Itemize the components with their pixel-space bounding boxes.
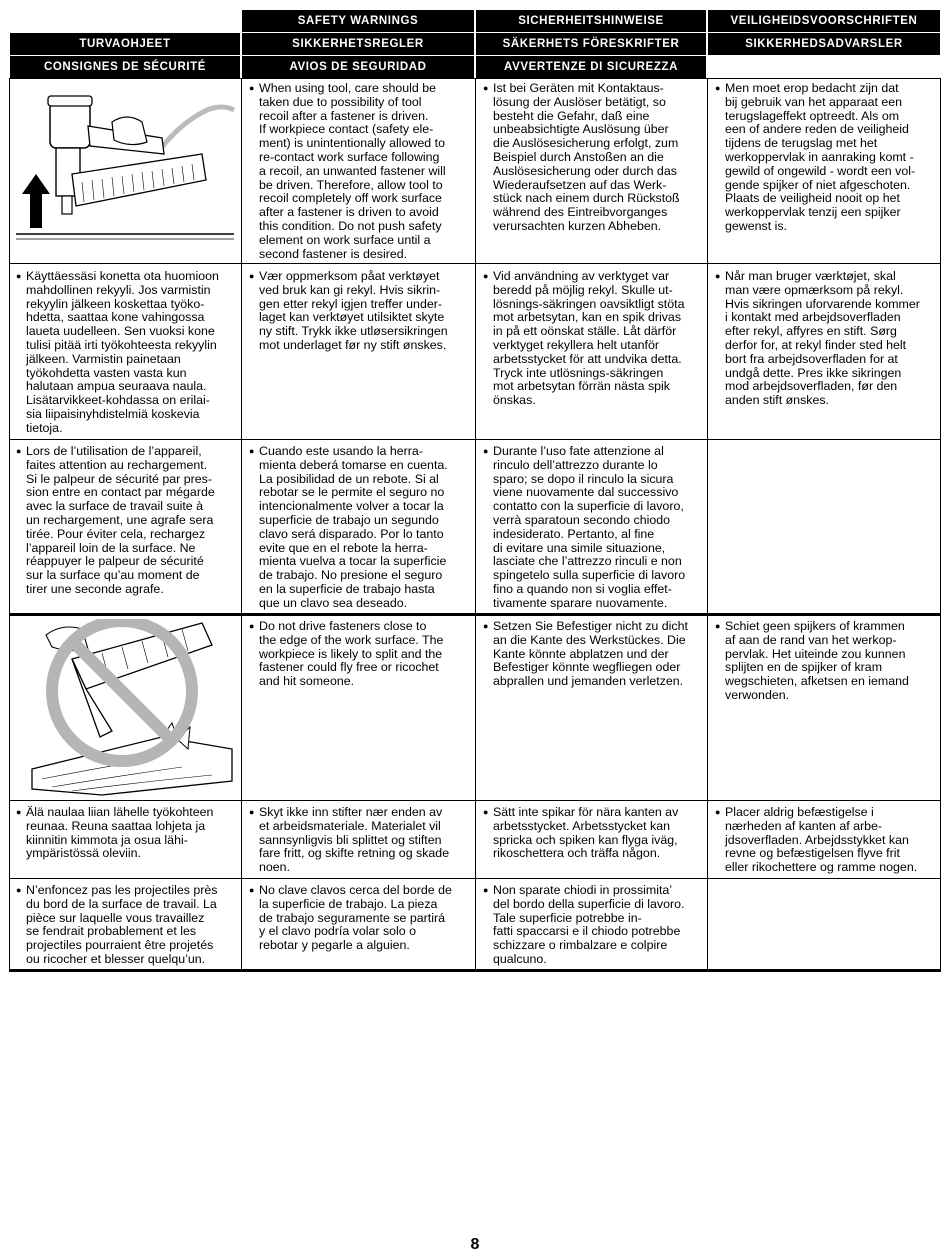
bullet-icon: ● [483,271,489,281]
bullet-icon: ● [249,621,255,631]
text-nl-edge: ● Schiet geen spijkers of krammen af aan de rand van het werkop- pervlak. Het uiteinde zou kunnen splijten en de spijker of kram wegschieten, afketsen en iemand verwonden. [715,619,909,702]
bullet-icon: ● [483,807,489,817]
text-fi-recoil: ● Käyttäessäsi konetta ota huomioon mahdollinen rekyyli. Jos varmistin rekyylin jälkeen koskettaa työko- hdetta, saattaa kone vahingossa laueta uudelleen. Sen vuoksi kone tulisi pitää irti työkohteesta rekyylin jälkeen. Varmistin painetaan työkohdetta vasten vasta kun halutaan ampua seuraava naula. Lisätarvikkeet-kohdassa on erilai- sia liipaisinyhdistelmiä koskevia tietoja. [16,269,219,435]
header-avios: AVIOS DE SEGURIDAD [242,56,474,78]
bullet-icon: ● [16,446,22,456]
text-da-recoil: ● Når man bruger værktøjet, skal man være opmærksom på rekyl. Hvis sikringen uforvarende kommer i kontakt med arbejdsoverfladen efter rekyl, affyres en stift. Sørg derfor for, at rekyl finder sted helt bort fra arbejdsoverfladen for at undgå dette. Pres ikke sikringen mod arbejdsoverfladen, før den anden stift ønskes. [715,269,920,408]
bullet-icon: ● [715,807,721,817]
bullet-icon: ● [16,885,22,895]
bullet-icon: ● [249,446,255,456]
bullet-icon: ● [483,83,489,93]
page-number: 8 [470,1236,480,1253]
bullet-icon: ● [16,807,22,817]
bullet-icon: ● [249,271,255,281]
text-fr-recoil: ● Lors de l’utilisation de l’appareil, faites attention au rechargement. Si le palpeur de sécurité par pres- sion entre en contact par mégarde avec la surface de travail suite à un rechargement, une agrafe sera tirée. Pour éviter cela, rechargez l’appareil loin de la surface. Ne réappuyer le palpeur de sécurité sur la surface qu’au moment de tirer une seconde agrafe. [16,444,215,596]
text-it-recoil: ● Durante l’uso fate attenzione al rinculo dell’attrezzo durante lo sparo; se dopo il rinculo la sicura viene nuovamente dal successivo contatto con la superficie di lavoro, verrà sparatoun secondo chiodo indesiderato. Pertanto, al fine di evitare una simile situazione, lasciate che l’attrezzo rinculi e non spingetelo sulla superficie di lavoro fino a quando non si voglia effet- tivamente sparare nuovamente. [483,444,686,610]
text-no-edge: ● Skyt ikke inn stifter nær enden av et arbeidsmateriale. Materialet vil sannsynligvis bli splittet og stiften fare fritt, og skifte retning og skade noen. [249,805,450,875]
header-turvaohjeet: TURVAOHJEET [10,33,240,55]
header-sicherheitshinweise: SICHERHEITSHINWEISE [476,10,706,32]
bullet-icon: ● [715,621,721,631]
text-es-edge: ● No clave clavos cerca del borde de la superficie de trabajo. La pieza de trabajo seguramente se partirá y el clavo podría volar solo o rebotar y pegarle a alguien. [249,883,452,953]
border-bottom [9,969,941,972]
bullet-icon: ● [249,83,255,93]
text-fi-edge: ● Älä naulaa liian lähelle työkohteen reunaa. Reuna saattaa lohjeta ja kiinnitin kimmota ja osua lähi- ympäristössä oleviin. [16,805,214,861]
header-sikkerhetsregler: SIKKERHETSREGLER [242,33,474,55]
text-sv-recoil: ● Vid användning av verktyget var beredd på möjlig rekyl. Skulle ut- lösnings-säkringen oavsiktligt stöta mot arbetsytan, kan en spik drivas in på ett oönskat ställe. Låt därför verktyget rekyllera helt utanför arbetsstycket för att undvika detta. Tryck inte utlösnings-säkringen mot arbetsytan förrän nästa spik önskas. [483,269,685,408]
divider-2 [475,78,476,972]
row-line-1 [9,263,941,264]
section-divider [9,613,941,616]
header-consignes: CONSIGNES DE SÉCURITÉ [10,56,240,78]
divider-3 [707,78,708,972]
row-line-4 [9,878,941,879]
header-sakerhets-foreskrifter: SÄKERHETS FÖRESKRIFTER [476,33,706,55]
text-da-edge: ● Placer aldrig befæstigelse i nærheden af kanten af arbe- jdsoverfladen. Arbejdsstykket kan revne og befæstigelsen flyve frit eller rikochettere og ramme nogen. [715,805,918,875]
text-de-edge: ● Setzen Sie Befestiger nicht zu dicht an die Kante des Werkstückes. Die Kante könnte abplatzen und der Befestiger könnte wegfliegen oder abprallen und jemanden verletzen. [483,619,688,689]
text-de-recoil: ● Ist bei Geräten mit Kontaktaus- lösung der Auslöser betätigt, so besteht die Gefahr, daß eine unbeabsichtigte Auslösung über die Auslösesicherung erfolgt, zum Beispiel durch Anstoßen an die Auslösesicherung oder durch das Wiederaufsetzen auf das Werk- stück nach einem durch Rückstoß während des Eintreibvorganges verursachten kurzen Abheben. [483,81,680,233]
text-fr-edge: ● N’enfoncez pas les projectiles près du bord de la surface de travail. La pièce sur laquelle vous travaillez se fendrait probablement et les projectiles pourraient être projetés ou ricocher et blesser quelqu’un. [16,883,218,966]
text-it-edge: ● Non sparate chiodi in prossimita’ del bordo della superficie di lavoro. Tale superficie potrebbe in- fatti spaccarsi e il chiodo potrebbe schizzare o rimbalzare e colpire qualcuno. [483,883,685,966]
bullet-icon: ● [715,271,721,281]
bullet-icon: ● [483,446,489,456]
header-avvertenze: AVVERTENZE DI SICUREZZA [476,56,706,78]
text-en-recoil: ● When using tool, care should be taken due to possibility of tool recoil after a fastener is driven. If workpiece contact (safety ele- ment) is unintentionally allowed to re-contact work surface following a recoil, an unwanted fastener will be driven. Therefore, allow tool to recoil completely off work surface after a fastener is driven to avoid this condition. Do not push safety element on work surface until a second fastener is desired. [249,81,446,261]
row-line-3 [9,800,941,801]
text-nl-recoil: ● Men moet erop bedacht zijn dat bij gebruik van het apparaat een terugslageffekt optreedt. Als om een of andere reden de veiligheid tijdens de terugslag met het werkoppervlak in aanraking komt - gewild of ongewild - wordt een vol- gende spijker of niet afgeschoten. Plaats de veiligheid nooit op het werkoppervlak tenzij een spijker gewenst is. [715,81,916,233]
bullet-icon: ● [16,271,22,281]
edge-warning-illustration [12,619,238,797]
bullet-icon: ● [483,885,489,895]
text-sv-edge: ● Sätt inte spikar för nära kanten av arbetsstycket. Arbetsstycket kan spricka och spiken kan flyga iväg, rikoschettera och träffa någon. [483,805,679,861]
text-no-recoil: ● Vær oppmerksom påat verktøyet ved bruk kan gi rekyl. Hvis sikrin- gen etter rekyl igjen treffer under- laget kan verktøyet utilsiktet skyte ny stift. Trykk ikke utløsersikringen mot underlaget før ny stift ønskes. [249,269,448,352]
header-sikkerhedsadvarsler: SIKKERHEDSADVARSLER [708,33,940,55]
bullet-icon: ● [249,807,255,817]
header-veiligheidsvoorschriften: VEILIGHEIDSVOORSCHRIFTEN [708,10,940,32]
bullet-icon: ● [483,621,489,631]
bullet-icon: ● [249,885,255,895]
header-safety-warnings: SAFETY WARNINGS [242,10,474,32]
recoil-illustration [12,82,238,260]
border-right [940,78,941,972]
row-line-top [9,78,941,79]
text-es-recoil: ● Cuando este usando la herra- mienta deberá tomarse en cuenta. La posibilidad de un rebote. Si al rebotar se le permite el seguro no intencionalmente volver a tocar la superficie de trabajo un segundo clavo será disparado. Por lo tanto evite que en el rebote la herra- mienta vuelva a tocar la superficie de trabajo. No presione el seguro en la superficie de trabajo hasta que un clavo sea deseado. [249,444,448,610]
bullet-icon: ● [715,83,721,93]
text-en-edge: ● Do not drive fasteners close to the edge of the work surface. The workpiece is likely to split and the fastener could fly free or ricochet and hit someone. [249,619,444,689]
divider-1 [241,78,242,972]
row-line-2 [9,439,941,440]
